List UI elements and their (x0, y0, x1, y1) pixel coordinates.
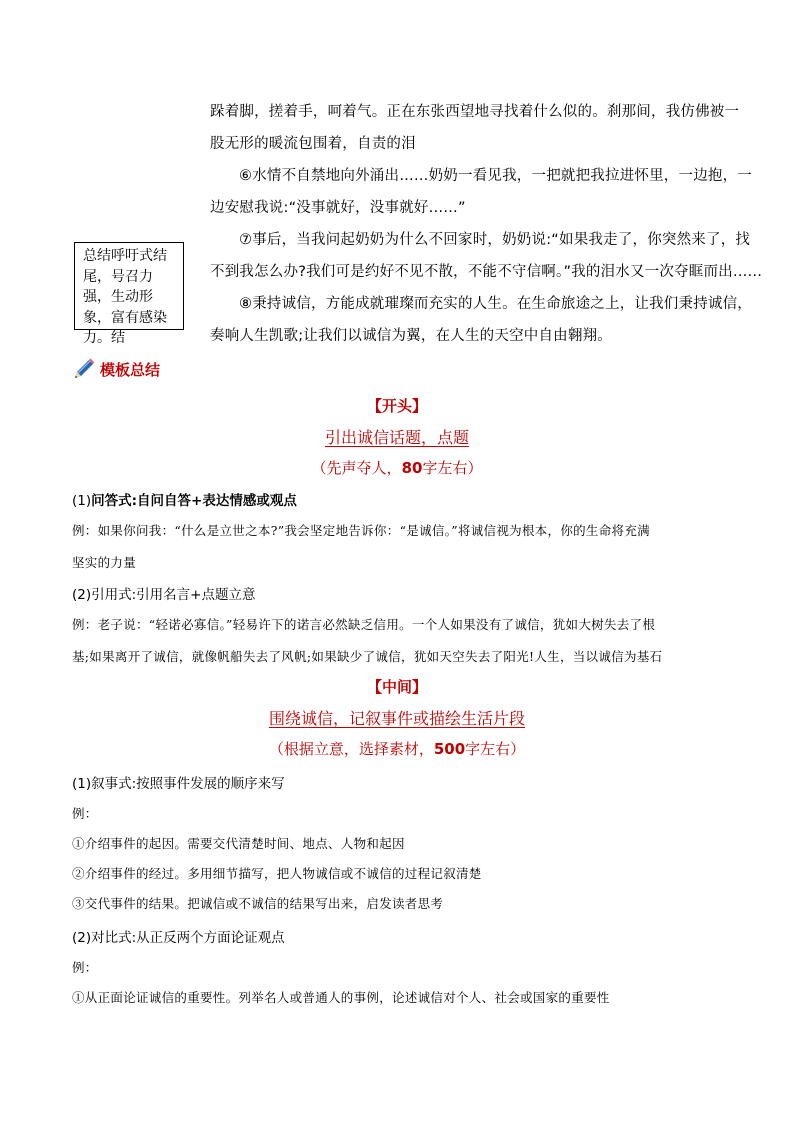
essay-line: 奏响人生凯歌;让我们以诚信为翼，在人生的天空中自由翱翔。 (210, 328, 612, 344)
middle-aside (0, 738, 794, 759)
essay-excerpt (210, 96, 763, 352)
essay-line: 边安慰我说:“没事就好，没事就好……” (210, 200, 466, 216)
opening-aside (0, 457, 794, 478)
item-number: (2) (72, 930, 92, 946)
section-label-middle: 【中间】 (366, 678, 427, 696)
essay-line: 跺着脚，搓着手，呵着气。正在东张西望地寻找着什么似的。刹那间，我仿佛被一 (210, 104, 740, 120)
essay-line: 股无形的暖流包围着，自责的泪 (210, 136, 416, 152)
essay-line: ⑥水情不自禁地向外涌出……奶奶一看见我，一把就把我拉进怀里，一边抱，一 (239, 168, 752, 184)
middle-step-2: ②介绍事件的经过。多用细节描写，把人物诚信或不诚信的过程记叙清楚 (72, 866, 482, 881)
opening-item-2-example-cont: 基;如果离开了诚信，就像帆船失去了风帆;如果缺少了诚信，犹如天空失去了阳光!人生，当以诚信为基石 (72, 649, 663, 664)
item-heading-text: 叙事式:按照事件发展的顺序来写 (91, 776, 285, 792)
pencil-icon (72, 357, 96, 381)
middle-subtitle-text: 围绕诚信，记叙事件或描绘生活片段 (268, 709, 525, 728)
margin-annotation-box: 总结呼吁式结尾，号召力强，生动形象，富有感染力。结 (74, 242, 184, 330)
middle-aside-number: 500 (433, 740, 466, 758)
essay-line: ⑦事后，当我问起奶奶为什么不回家时，奶奶说:“如果我走了，你突然来了，找 (239, 232, 751, 248)
opening-aside-number: 80 (401, 459, 423, 477)
middle-step-3: ③交代事件的结果。把诚信或不诚信的结果写出来，启发读者思考 (72, 896, 444, 911)
item-heading-text: 对比式:从正反两个方面论证观点 (91, 930, 285, 946)
item-number: (1) (72, 776, 92, 792)
opening-aside-prefix: （先声夺人， (311, 459, 402, 477)
essay-line: ⑧秉持诚信，方能成就璀璨而充实的人生。在生命旅途之上，让我们秉持诚信， (239, 296, 752, 312)
middle-aside-suffix: 字左右） (465, 740, 526, 758)
middle-item-2-step-1: ①从正面论证诚信的重要性。列举名人或普通人的事例，论述诚信对个人、社会或国家的重要性 (72, 990, 610, 1005)
opening-item-1-example: 例：如果你问我：“什么是立世之本?”我会坚定地告诉你：“是诚信。”将诚信视为根本，你的生命将充满 (72, 523, 650, 538)
item-heading-text: 问答式:自问自答+表达情感或观点 (91, 493, 297, 509)
opening-item-1-heading (72, 489, 732, 509)
opening-aside-suffix: 字左右） (422, 459, 483, 477)
middle-step-1: ①介绍事件的起因。需要交代清楚时间、地点、人物和起因 (72, 836, 405, 851)
middle-subtitle (0, 706, 794, 729)
opening-subtitle (0, 425, 794, 448)
section-label-opening: 【开头】 (366, 397, 427, 415)
essay-line: 不到我怎么办?我们可是约好不见不散，不能不守信啊。”我的泪水又一次夺眶而出…… (210, 264, 763, 280)
middle-aside-prefix: （根据立意，选择素材， (268, 740, 434, 758)
item-number: (1) (72, 493, 92, 509)
opening-item-1-example-cont: 坚实的力量 (72, 555, 137, 570)
summary-heading (72, 356, 160, 382)
middle-item-1-example: 例： (72, 806, 98, 821)
opening-item-2-example: 例：老子说：“轻诺必寡信。”轻易许下的诺言必然缺乏信用。一个人如果没有了诚信，犹如大树失去了根 (72, 617, 656, 632)
opening-item-2-heading (72, 583, 732, 603)
middle-item-1-heading (72, 772, 732, 792)
middle-item-2-example: 例： (72, 960, 98, 975)
summary-title: 模板总结 (100, 360, 161, 379)
middle-item-2-heading (72, 926, 732, 946)
item-heading-text: 引用式:引用名言+点题立意 (91, 587, 256, 603)
item-number: (2) (72, 587, 92, 603)
opening-subtitle-text: 引出诚信话题，点题 (324, 428, 469, 447)
